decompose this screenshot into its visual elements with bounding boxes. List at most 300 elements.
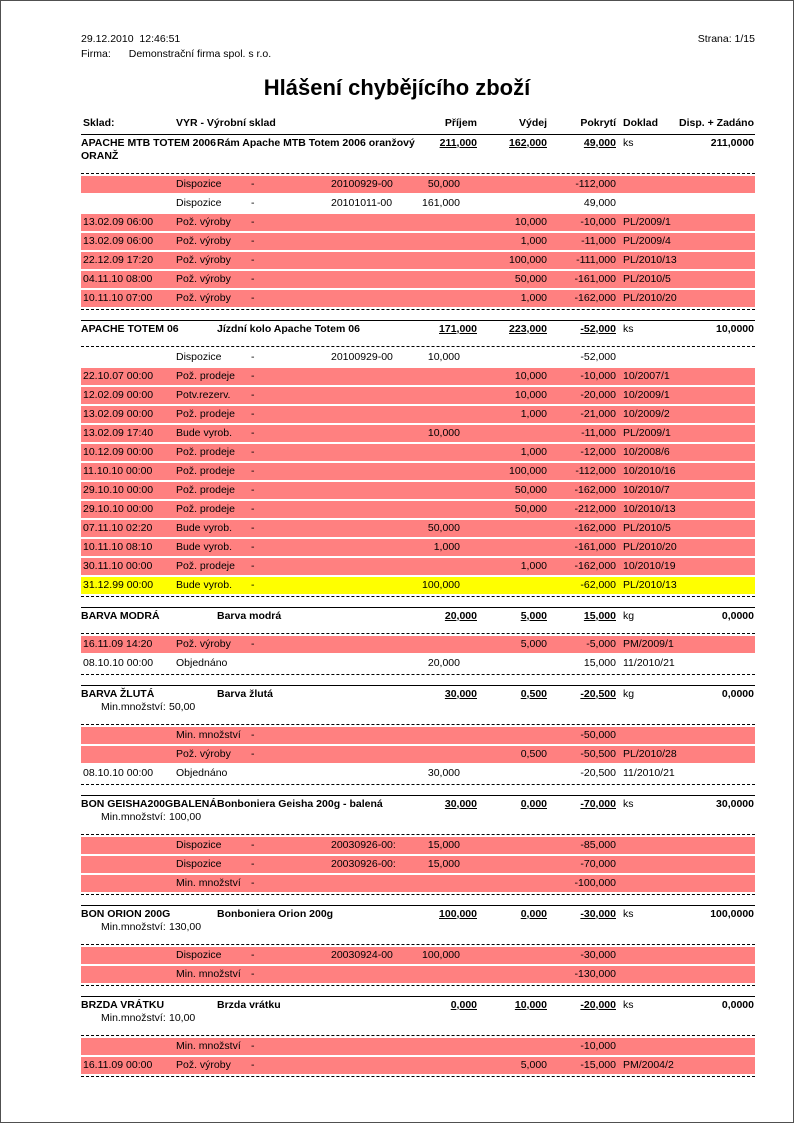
item-code: BRZDA VRÁTKU: [81, 999, 165, 1011]
detail-date: 07.11.10 02:20: [83, 522, 153, 534]
detail-dash: -: [251, 949, 255, 961]
detail-pokryti: -30,000: [580, 949, 616, 961]
detail-type: Pož. prodeje: [176, 408, 235, 420]
detail-doklad: 10/2010/7: [623, 484, 670, 496]
group-pokryti-value: -20,000: [580, 999, 616, 1011]
detail-doklad: 11/2010/21: [623, 657, 675, 669]
group-prijem-value: 30,000: [444, 688, 477, 700]
solid-rule: [81, 996, 755, 997]
detail-doklad: 10/2010/19: [623, 560, 676, 572]
detail-type: Bude vyrob.: [176, 579, 233, 591]
dashed-rule: [81, 834, 755, 835]
detail-vydej: 10,000: [514, 216, 547, 228]
detail-pokryti: -10,000: [580, 1040, 616, 1052]
dashed-rule: [81, 596, 755, 597]
detail-doklad: 10/2009/2: [623, 408, 670, 420]
detail-type: Dispozice: [176, 351, 222, 363]
detail-pokryti: -112,000: [575, 178, 616, 190]
min-quantity-value: 100,00: [169, 811, 202, 823]
detail-vydej: 10,000: [514, 389, 547, 401]
item-name: Jízdní kolo Apache Totem 06: [217, 323, 360, 335]
detail-row: [81, 290, 755, 307]
detail-vydej: 1,000: [520, 292, 547, 304]
detail-row: [81, 727, 755, 744]
detail-row: [81, 765, 755, 782]
detail-dash: -: [251, 465, 255, 477]
item-name: Bonboniera Geisha 200g - balená: [217, 798, 383, 810]
detail-doklad: PL/2010/5: [623, 273, 671, 285]
min-quantity-row: [81, 921, 755, 934]
detail-type: Pož. výroby: [176, 748, 231, 760]
detail-row: [81, 520, 755, 537]
detail-doklad: PL/2010/20: [623, 541, 677, 553]
detail-row: [81, 387, 755, 404]
detail-pokryti: -50,000: [580, 729, 616, 741]
detail-doc: 20101011-00: [331, 197, 393, 209]
group-disp-value: 100,0000: [710, 908, 754, 920]
min-quantity-label: Min.množství:: [101, 1012, 166, 1024]
detail-row: [81, 837, 755, 854]
detail-type: Min. množství: [176, 729, 241, 741]
spacer: [81, 599, 755, 605]
detail-date: 08.10.10 00:00: [83, 657, 154, 669]
detail-pokryti: -52,000: [580, 351, 616, 363]
item-code: BARVA ŽLUTÁ: [81, 688, 155, 700]
detail-dash: -: [251, 370, 255, 382]
group-pokryti-value: -30,000: [580, 908, 616, 920]
group-pokryti-value: 15,000: [583, 610, 616, 622]
detail-dash: -: [251, 522, 255, 534]
detail-row: [81, 368, 755, 385]
detail-type: Pož. prodeje: [176, 484, 235, 496]
report-title: Hlášení chybějícího zboží: [263, 75, 531, 100]
detail-row: [81, 655, 755, 672]
detail-doc: 20100929-00: [331, 351, 393, 363]
dashed-rule: [81, 674, 755, 675]
detail-dash: -: [251, 254, 255, 266]
detail-vydej: 50,000: [514, 273, 547, 285]
warehouse-label: Sklad:: [83, 117, 115, 129]
detail-date: 13.02.09 06:00: [83, 235, 154, 247]
spacer: [81, 934, 755, 942]
group-prijem-value: 211,000: [439, 137, 477, 149]
detail-pokryti: -62,000: [580, 579, 616, 591]
detail-pokryti: -21,000: [580, 408, 616, 420]
detail-prijem: 10,000: [427, 427, 460, 439]
detail-type: Objednáno: [176, 657, 228, 669]
detail-dash: -: [251, 197, 255, 209]
detail-type: Pož. výroby: [176, 235, 231, 247]
detail-row: [81, 214, 755, 231]
group-pokryti-value: -52,000: [580, 323, 616, 335]
dashed-rule: [81, 1076, 755, 1077]
group-unit: kg: [623, 610, 635, 622]
detail-row: [81, 856, 755, 873]
detail-type: Dispozice: [176, 949, 222, 961]
detail-type: Min. množství: [176, 968, 241, 980]
column-header-prijem: Příjem: [444, 117, 477, 129]
group-unit: ks: [623, 908, 634, 920]
detail-pokryti: -15,000: [580, 1059, 616, 1071]
detail-doklad: PL/2010/13: [623, 579, 677, 591]
spacer: [81, 787, 755, 793]
detail-date: 12.02.09 00:00: [83, 389, 154, 401]
detail-date: 29.10.10 00:00: [83, 484, 154, 496]
detail-row: [81, 406, 755, 423]
page-meta-row: [81, 33, 755, 46]
detail-prijem: 20,000: [427, 657, 460, 669]
min-quantity-row: [81, 811, 755, 824]
detail-row: [81, 463, 755, 480]
detail-type: Dispozice: [176, 197, 222, 209]
spacer: [81, 163, 755, 171]
detail-doc: 20100929-00: [331, 178, 393, 190]
group-disp-value: 10,0000: [716, 323, 754, 335]
detail-vydej: 5,000: [520, 638, 547, 650]
detail-prijem: 50,000: [427, 178, 460, 190]
group-vydej-value: 162,000: [509, 137, 547, 149]
detail-pokryti: -10,000: [580, 370, 616, 382]
item-name: Brzda vrátku: [217, 999, 281, 1011]
detail-type: Pož. prodeje: [176, 465, 235, 477]
detail-type: Pož. výroby: [176, 216, 231, 228]
min-quantity-row: [81, 1012, 755, 1025]
detail-doklad: PM/2004/2: [623, 1059, 674, 1071]
group-disp-value: 0,0000: [721, 610, 754, 622]
detail-pokryti: -11,000: [581, 427, 616, 439]
column-header-doklad: Doklad: [623, 117, 659, 129]
detail-pokryti: 15,000: [583, 657, 616, 669]
min-quantity-label: Min.množství:: [101, 701, 166, 713]
detail-doklad: 10/2010/13: [623, 503, 676, 515]
detail-pokryti: -20,000: [580, 389, 616, 401]
min-quantity-value: 10,00: [169, 1012, 196, 1024]
detail-dash: -: [251, 446, 255, 458]
group-disp-value: 211,0000: [710, 137, 754, 149]
min-quantity-value: 50,00: [169, 701, 196, 713]
detail-pokryti: -111,000: [576, 254, 616, 266]
group-header-row: [81, 610, 755, 623]
group-header-row: [81, 688, 755, 701]
detail-pokryti: -10,000: [580, 216, 616, 228]
group-header-row: [81, 137, 755, 163]
detail-row: [81, 176, 755, 193]
detail-row: [81, 271, 755, 288]
detail-date: 16.11.09 14:20: [83, 638, 153, 650]
detail-vydej: 10,000: [514, 370, 547, 382]
group-prijem-value: 30,000: [444, 798, 477, 810]
detail-doklad: 10/2009/1: [623, 389, 670, 401]
group-header-row: [81, 798, 755, 811]
detail-type: Bude vyrob.: [176, 541, 233, 553]
group-pokryti-value: -20,500: [580, 688, 616, 700]
dashed-rule: [81, 173, 755, 174]
detail-date: 13.02.09 00:00: [83, 408, 154, 420]
detail-date: 10.12.09 00:00: [83, 446, 154, 458]
report-datetime: 29.12.2010 12:46:51: [81, 33, 181, 45]
detail-doklad: PL/2010/28: [623, 748, 677, 760]
detail-vydej: 1,000: [520, 408, 547, 420]
detail-dash: -: [251, 178, 255, 190]
detail-pokryti: -85,000: [580, 839, 616, 851]
detail-dash: -: [251, 638, 255, 650]
detail-pokryti: -11,000: [581, 235, 616, 247]
detail-date: 22.10.07 00:00: [83, 370, 154, 382]
detail-row: [81, 233, 755, 250]
report-content: [1, 1, 793, 1085]
detail-dash: -: [251, 484, 255, 496]
detail-dash: -: [251, 560, 255, 572]
detail-type: Pož. výroby: [176, 273, 231, 285]
detail-prijem: 15,000: [427, 858, 460, 870]
detail-dash: -: [251, 216, 255, 228]
dashed-rule: [81, 1035, 755, 1036]
dashed-rule: [81, 633, 755, 634]
detail-dash: -: [251, 427, 255, 439]
detail-type: Pož. výroby: [176, 638, 231, 650]
detail-type: Dispozice: [176, 178, 222, 190]
detail-doklad: PL/2010/5: [623, 522, 671, 534]
group-pokryti-value: 49,000: [583, 137, 616, 149]
detail-row: [81, 577, 755, 594]
min-quantity-row: [81, 701, 755, 714]
detail-pokryti: -161,000: [574, 273, 616, 285]
detail-row: [81, 746, 755, 763]
detail-type: Min. množství: [176, 1040, 241, 1052]
detail-row: [81, 425, 755, 442]
detail-type: Pož. prodeje: [176, 560, 235, 572]
detail-dash: -: [251, 729, 255, 741]
page-number: Strana: 1/15: [697, 33, 755, 45]
group-prijem-value: 20,000: [444, 610, 477, 622]
detail-vydej: 1,000: [520, 446, 547, 458]
detail-vydej: 0,500: [520, 748, 547, 760]
detail-row: [81, 947, 755, 964]
detail-pokryti: -161,000: [574, 541, 616, 553]
detail-date: 10.11.10 08:10: [83, 541, 153, 553]
detail-row: [81, 558, 755, 575]
spacer: [81, 824, 755, 832]
detail-prijem: 100,000: [422, 579, 460, 591]
detail-doc: 20030926-00:: [331, 858, 396, 870]
solid-rule: [81, 320, 755, 321]
detail-pokryti: -20,500: [580, 767, 616, 779]
group-prijem-value: 0,000: [450, 999, 477, 1011]
group-vydej-value: 0,500: [520, 688, 547, 700]
detail-type: Bude vyrob.: [176, 427, 233, 439]
detail-doklad: PL/2010/20: [623, 292, 677, 304]
detail-date: 13.02.09 06:00: [83, 216, 154, 228]
detail-pokryti: 49,000: [583, 197, 616, 209]
solid-rule: [81, 607, 755, 608]
detail-date: 11.10.10 00:00: [83, 465, 153, 477]
report-body: [81, 137, 755, 1085]
detail-dash: -: [251, 858, 255, 870]
detail-prijem: 100,000: [422, 949, 460, 961]
detail-vydej: 50,000: [514, 503, 547, 515]
detail-date: 29.10.10 00:00: [83, 503, 154, 515]
detail-date: 16.11.09 00:00: [83, 1059, 153, 1071]
detail-prijem: 161,000: [422, 197, 460, 209]
detail-type: Pož. prodeje: [176, 370, 235, 382]
detail-row: [81, 539, 755, 556]
detail-date: 08.10.10 00:00: [83, 767, 154, 779]
detail-pokryti: -212,000: [574, 503, 616, 515]
detail-type: Dispozice: [176, 839, 222, 851]
detail-dash: -: [251, 389, 255, 401]
item-code: BARVA MODRÁ: [81, 610, 160, 622]
item-name: Barva modrá: [217, 610, 282, 622]
detail-type: Pož. výroby: [176, 254, 231, 266]
group-unit: ks: [623, 798, 634, 810]
detail-row: [81, 1038, 755, 1055]
spacer: [81, 336, 755, 344]
detail-date: 10.11.10 07:00: [83, 292, 153, 304]
group-vydej-value: 10,000: [514, 999, 547, 1011]
detail-doklad: PL/2009/1: [623, 216, 671, 228]
min-quantity-label: Min.množství:: [101, 811, 166, 823]
spacer: [81, 988, 755, 994]
group-disp-value: 0,0000: [721, 999, 754, 1011]
table-column-header-row: [81, 117, 755, 132]
solid-rule: [81, 905, 755, 906]
detail-pokryti: -70,000: [580, 858, 616, 870]
detail-pokryti: -12,000: [580, 446, 616, 458]
detail-row: [81, 349, 755, 366]
spacer: [81, 677, 755, 683]
detail-type: Objednáno: [176, 767, 228, 779]
detail-dash: -: [251, 235, 255, 247]
warehouse-name: VYR - Výrobní sklad: [176, 117, 276, 129]
group-unit: kg: [623, 688, 635, 700]
detail-doklad: 10/2010/16: [623, 465, 676, 477]
group-header-row: [81, 999, 755, 1012]
detail-prijem: 1,000: [433, 541, 460, 553]
detail-prijem: 50,000: [427, 522, 460, 534]
detail-date: 13.02.09 17:40: [83, 427, 154, 439]
spacer: [81, 1025, 755, 1033]
group-unit: ks: [623, 137, 634, 149]
detail-dash: -: [251, 1040, 255, 1052]
group-vydej-value: 0,000: [520, 908, 547, 920]
detail-vydej: 100,000: [509, 465, 547, 477]
detail-pokryti: -130,000: [574, 968, 616, 980]
group-vydej-value: 0,000: [520, 798, 547, 810]
dashed-rule: [81, 724, 755, 725]
dashed-rule: [81, 346, 755, 347]
detail-pokryti: -162,000: [574, 560, 616, 572]
detail-row: [81, 636, 755, 653]
detail-prijem: 10,000: [427, 351, 460, 363]
min-quantity-label: Min.množství:: [101, 921, 166, 933]
detail-vydej: 1,000: [520, 235, 547, 247]
solid-rule: [81, 795, 755, 796]
column-header-disp: Disp. + Zadáno: [679, 117, 754, 129]
dashed-rule: [81, 985, 755, 986]
detail-pokryti: -112,000: [575, 465, 616, 477]
detail-doklad: PM/2009/1: [623, 638, 674, 650]
detail-doklad: 10/2007/1: [623, 370, 670, 382]
item-name: Barva žlutá: [217, 688, 274, 700]
detail-dash: -: [251, 877, 255, 889]
group-unit: ks: [623, 999, 634, 1011]
detail-row: [81, 444, 755, 461]
group-unit: ks: [623, 323, 634, 335]
detail-date: 04.11.10 08:00: [83, 273, 153, 285]
detail-row: [81, 252, 755, 269]
detail-dash: -: [251, 273, 255, 285]
item-code: BON GEISHA200GBALENÁ: [81, 798, 217, 810]
spacer: [81, 714, 755, 722]
detail-dash: -: [251, 748, 255, 760]
detail-doklad: 11/2010/21: [623, 767, 675, 779]
detail-pokryti: -100,000: [574, 877, 616, 889]
dashed-rule: [81, 784, 755, 785]
group-vydej-value: 223,000: [509, 323, 547, 335]
group-disp-value: 0,0000: [721, 688, 754, 700]
group-disp-value: 30,0000: [716, 798, 754, 810]
detail-type: Potv.rezerv.: [176, 389, 231, 401]
detail-doklad: PL/2010/13: [623, 254, 677, 266]
detail-doklad: PL/2009/1: [623, 427, 671, 439]
detail-vydej: 5,000: [520, 1059, 547, 1071]
detail-vydej: 100,000: [509, 254, 547, 266]
header-rule: [81, 134, 755, 135]
detail-date: 22.12.09 17:20: [83, 254, 154, 266]
detail-type: Bude vyrob.: [176, 522, 233, 534]
detail-row: [81, 195, 755, 212]
detail-type: Pož. prodeje: [176, 503, 235, 515]
item-name: Bonboniera Orion 200g: [217, 908, 334, 920]
detail-row: [81, 482, 755, 499]
detail-type: Pož. výroby: [176, 1059, 231, 1071]
detail-row: [81, 875, 755, 892]
dashed-rule: [81, 894, 755, 895]
group-vydej-value: 5,000: [520, 610, 547, 622]
detail-doc: 20030926-00:: [331, 839, 396, 851]
item-code: APACHE TOTEM 06: [81, 323, 179, 335]
group-header-row: [81, 908, 755, 921]
detail-dash: -: [251, 579, 255, 591]
item-code: APACHE MTB TOTEM 2006 ORANŽ: [81, 137, 216, 162]
min-quantity-value: 130,00: [169, 921, 202, 933]
spacer: [81, 897, 755, 903]
detail-doklad: 10/2008/6: [623, 446, 670, 458]
column-header-pokryti: Pokrytí: [580, 117, 616, 129]
detail-dash: -: [251, 968, 255, 980]
group-pokryti-value: -70,000: [580, 798, 616, 810]
detail-doklad: PL/2009/4: [623, 235, 671, 247]
dashed-rule: [81, 944, 755, 945]
detail-dash: -: [251, 292, 255, 304]
detail-prijem: 15,000: [427, 839, 460, 851]
spacer: [81, 623, 755, 631]
detail-type: Dispozice: [176, 858, 222, 870]
group-prijem-value: 171,000: [439, 323, 477, 335]
group-prijem-value: 100,000: [439, 908, 477, 920]
detail-row: [81, 966, 755, 983]
column-header-vydej: Výdej: [518, 117, 547, 129]
firm-name: Demonstrační firma spol. s r.o.: [128, 48, 272, 60]
detail-dash: -: [251, 408, 255, 420]
detail-pokryti: -162,000: [574, 484, 616, 496]
firm-label: Firma:: [81, 48, 111, 60]
detail-vydej: 50,000: [514, 484, 547, 496]
group-header-row: [81, 323, 755, 336]
detail-type: Pož. prodeje: [176, 446, 235, 458]
detail-dash: -: [251, 351, 255, 363]
detail-pokryti: -162,000: [574, 522, 616, 534]
